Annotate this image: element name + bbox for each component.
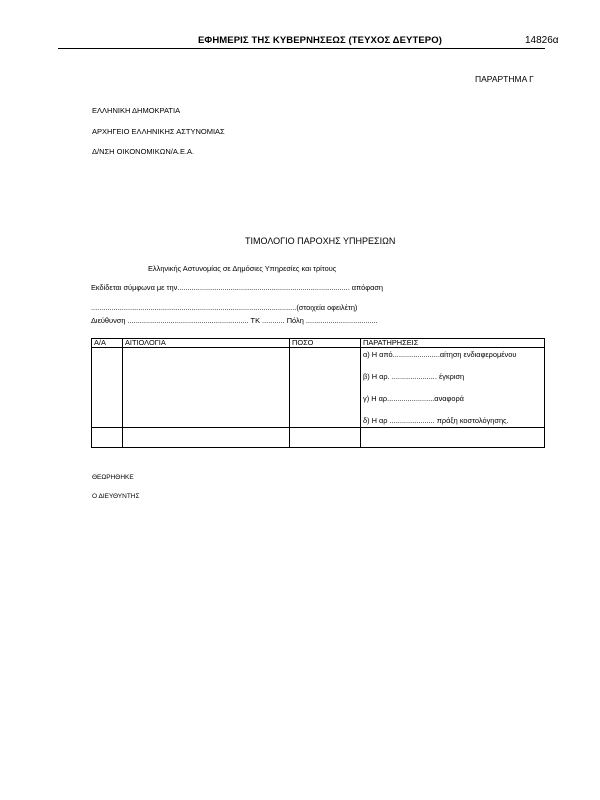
invoice-table <box>91 338 545 448</box>
approved-label: ΘΕΩΡΗΘΗΚΕ <box>92 474 134 481</box>
cell-amount <box>290 428 361 448</box>
cell-reason <box>123 428 290 448</box>
cell-reason <box>123 348 290 428</box>
header-aa: Α/Α <box>92 339 123 348</box>
table-header-row <box>92 339 545 348</box>
cell-amount <box>290 348 361 428</box>
table-row <box>92 348 545 428</box>
cell-remarks <box>361 428 545 448</box>
remark-b: β) Η αρ. ...................... έγκριση <box>363 372 465 381</box>
document-subtitle: Ελληνικής Αστυνομίας σε Δημόσιες Υπηρεσίες και τρίτους <box>148 264 337 273</box>
header-divider <box>58 48 545 49</box>
debtor-details-line: ....................................................................................................(στοιχεία οφειλέτη) <box>91 303 358 312</box>
issued-according-line: Εκδίδεται σύμφωνα με την.................................................................................... απόφαση <box>91 283 384 292</box>
document-title: ΤΙΜΟΛΟΓΙΟ ΠΑΡΟΧΗΣ ΥΠΗΡΕΣΙΩΝ <box>245 236 396 246</box>
table-row <box>92 428 545 448</box>
issuer-agency: ΑΡΧΗΓΕΙΟ ΕΛΛΗΝΙΚΗΣ ΑΣΤΥΝΟΜΙΑΣ <box>92 127 225 136</box>
page-number: 14826α <box>525 35 559 46</box>
issuer-country: ΕΛΛΗΝΙΚΗ ΔΗΜΟΚΡΑΤΙΑ <box>92 106 181 115</box>
remark-a: α) Η από.......................αίτηση ενδιαφερομένου <box>363 350 517 359</box>
gazette-header-title: ΕΦΗΜΕΡΙΣ ΤΗΣ ΚΥΒΕΡΝΗΣΕΩΣ (ΤΕΥΧΟΣ ΔΕΥΤΕΡΟ) <box>198 35 442 46</box>
header-reason: ΑΙΤΙΟΛΟΓΙΑ <box>123 339 290 348</box>
address-line: Διεύθυνση ........................................................... ΤΚ ........... Πόλη ................................... <box>91 316 378 325</box>
remark-d: δ) Η αρ ...................... πράξη κοστολόγησης. <box>363 416 509 425</box>
issuer-department: Δ/ΝΣΗ ΟΙΚΟΝΟΜΙΚΩΝ/Α.Ε.Α. <box>92 147 195 156</box>
cell-aa <box>92 348 123 428</box>
header-amount: ΠΟΣΟ <box>290 339 361 348</box>
cell-remarks <box>361 348 545 428</box>
appendix-label: ΠΑΡΑΡΤΗΜΑ Γ <box>475 74 534 84</box>
remark-c: γ) Η αρ.......................αναφορά <box>363 394 464 403</box>
cell-aa <box>92 428 123 448</box>
header-remarks: ΠΑΡΑΤΗΡΗΣΕΙΣ <box>361 339 545 348</box>
director-label: Ο ΔΙΕΥΘΥΝΤΗΣ <box>92 493 140 500</box>
